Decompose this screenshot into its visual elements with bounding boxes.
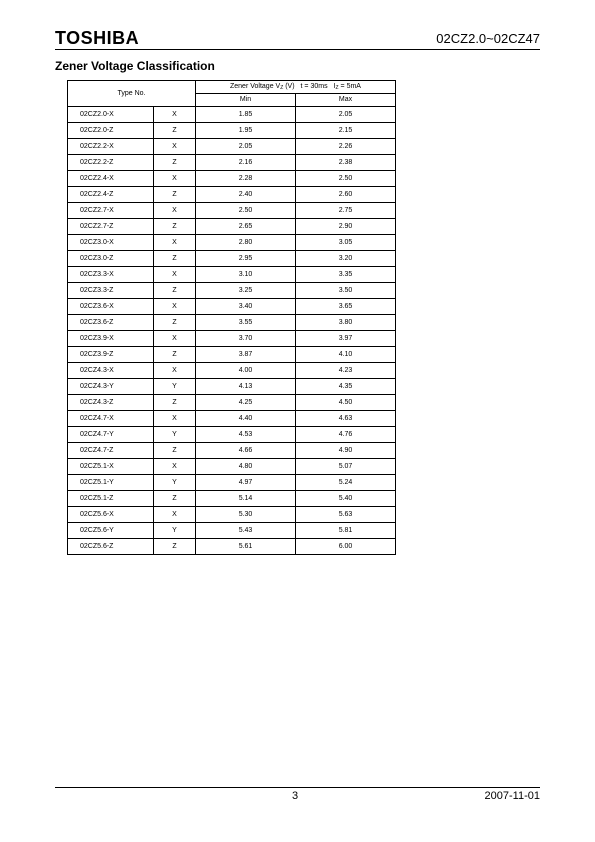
rank-cell: X [154, 107, 196, 123]
min-voltage-cell: 5.43 [196, 523, 296, 539]
rank-cell: X [154, 171, 196, 187]
max-voltage-cell: 3.35 [296, 267, 396, 283]
min-voltage-cell: 3.40 [196, 299, 296, 315]
rank-cell: Z [154, 251, 196, 267]
type-no-cell: 02CZ4.3-Z [68, 395, 154, 411]
min-voltage-cell: 2.40 [196, 187, 296, 203]
rank-cell: Z [154, 283, 196, 299]
max-voltage-cell: 3.20 [296, 251, 396, 267]
table-row [68, 203, 396, 219]
type-no-cell: 02CZ3.3-X [68, 267, 154, 283]
max-voltage-cell: 2.90 [296, 219, 396, 235]
type-no-cell: 02CZ4.7-Y [68, 427, 154, 443]
type-no-cell: 02CZ2.0-Z [68, 123, 154, 139]
max-voltage-cell: 3.80 [296, 315, 396, 331]
type-no-cell: 02CZ5.1-X [68, 459, 154, 475]
type-no-cell: 02CZ4.3-X [68, 363, 154, 379]
table-row [68, 299, 396, 315]
test-current-subscript: Z [335, 84, 339, 91]
max-voltage-cell: 2.60 [296, 187, 396, 203]
document-date: 2007-11-01 [484, 790, 540, 802]
part-number-range: 02CZ2.0~02CZ47 [436, 31, 540, 46]
type-no-cell: 02CZ5.6-Y [68, 523, 154, 539]
page-number: 3 [292, 790, 299, 802]
max-voltage-cell: 4.63 [296, 411, 396, 427]
table-row [68, 363, 396, 379]
table-row [68, 459, 396, 475]
min-voltage-cell: 1.95 [196, 123, 296, 139]
rank-cell: Y [154, 379, 196, 395]
rank-cell: X [154, 331, 196, 347]
type-no-cell: 02CZ2.2-Z [68, 155, 154, 171]
table-row [68, 539, 396, 555]
rank-cell: Z [154, 491, 196, 507]
table-row [68, 219, 396, 235]
table-row [68, 491, 396, 507]
test-current-value: = 5mA [338, 82, 361, 90]
type-no-cell: 02CZ3.3-Z [68, 283, 154, 299]
max-voltage-cell: 4.90 [296, 443, 396, 459]
max-voltage-cell: 5.40 [296, 491, 396, 507]
max-voltage-cell: 3.05 [296, 235, 396, 251]
zener-voltage-table [67, 80, 396, 555]
max-voltage-cell: 5.07 [296, 459, 396, 475]
rank-cell: X [154, 235, 196, 251]
min-voltage-cell: 4.13 [196, 379, 296, 395]
rank-cell: Z [154, 395, 196, 411]
table-row [68, 187, 396, 203]
rank-cell: X [154, 411, 196, 427]
max-voltage-cell: 2.05 [296, 107, 396, 123]
max-voltage-cell: 2.15 [296, 123, 396, 139]
min-voltage-cell: 2.50 [196, 203, 296, 219]
table-row [68, 267, 396, 283]
toshiba-logo: TOSHIBA [55, 28, 140, 48]
type-no-cell: 02CZ5.6-Z [68, 539, 154, 555]
max-voltage-cell: 2.26 [296, 139, 396, 155]
rank-cell: Z [154, 443, 196, 459]
table-row [68, 395, 396, 411]
min-voltage-cell: 4.80 [196, 459, 296, 475]
table-row [68, 283, 396, 299]
max-voltage-cell: 5.24 [296, 475, 396, 491]
min-voltage-cell: 3.55 [196, 315, 296, 331]
min-voltage-cell: 3.25 [196, 283, 296, 299]
type-no-header: Type No. [68, 81, 196, 107]
min-voltage-cell: 4.25 [196, 395, 296, 411]
max-voltage-cell: 2.38 [296, 155, 396, 171]
max-voltage-cell: 3.50 [296, 283, 396, 299]
min-voltage-cell: 4.66 [196, 443, 296, 459]
rank-cell: Z [154, 187, 196, 203]
rank-cell: Y [154, 427, 196, 443]
rank-cell: X [154, 139, 196, 155]
type-no-cell: 02CZ2.4-X [68, 171, 154, 187]
type-no-cell: 02CZ3.6-X [68, 299, 154, 315]
type-no-cell: 02CZ2.4-Z [68, 187, 154, 203]
type-no-cell: 02CZ5.1-Z [68, 491, 154, 507]
section-title: Zener Voltage Classification [55, 59, 215, 73]
max-voltage-cell: 6.00 [296, 539, 396, 555]
max-voltage-cell: 3.65 [296, 299, 396, 315]
rank-cell: Z [154, 347, 196, 363]
voltage-label: Zener Voltage V [230, 82, 281, 90]
rank-cell: X [154, 267, 196, 283]
min-voltage-cell: 2.16 [196, 155, 296, 171]
rank-cell: Y [154, 523, 196, 539]
max-voltage-cell: 4.23 [296, 363, 396, 379]
type-no-cell: 02CZ3.9-X [68, 331, 154, 347]
type-no-cell: 02CZ2.0-X [68, 107, 154, 123]
table-row [68, 379, 396, 395]
table-row [68, 427, 396, 443]
max-voltage-cell: 4.10 [296, 347, 396, 363]
zener-voltage-header [196, 81, 396, 94]
rank-cell: X [154, 507, 196, 523]
table-row [68, 171, 396, 187]
table-row [68, 251, 396, 267]
table-row [68, 235, 396, 251]
voltage-subscript: Z [280, 84, 284, 91]
min-voltage-cell: 3.70 [196, 331, 296, 347]
type-no-cell: 02CZ5.6-X [68, 507, 154, 523]
test-time-condition: t = 30ms [300, 82, 328, 90]
header-divider [55, 49, 540, 50]
max-voltage-cell: 4.35 [296, 379, 396, 395]
type-no-cell: 02CZ5.1-Y [68, 475, 154, 491]
min-voltage-cell: 2.65 [196, 219, 296, 235]
zener-table-body [68, 81, 396, 555]
rank-cell: Z [154, 155, 196, 171]
min-voltage-cell: 2.80 [196, 235, 296, 251]
rank-cell: Z [154, 123, 196, 139]
type-no-cell: 02CZ2.7-Z [68, 219, 154, 235]
max-header: Max [296, 94, 396, 107]
table-row [68, 331, 396, 347]
footer-divider [55, 787, 540, 788]
min-voltage-cell: 5.30 [196, 507, 296, 523]
table-row [68, 139, 396, 155]
table-header-row [68, 81, 396, 94]
type-no-cell: 02CZ3.0-X [68, 235, 154, 251]
type-no-cell: 02CZ3.0-Z [68, 251, 154, 267]
table-row [68, 123, 396, 139]
max-voltage-cell: 5.81 [296, 523, 396, 539]
type-no-cell: 02CZ3.9-Z [68, 347, 154, 363]
table-row [68, 523, 396, 539]
max-voltage-cell: 2.75 [296, 203, 396, 219]
rank-cell: Z [154, 539, 196, 555]
min-voltage-cell: 2.05 [196, 139, 296, 155]
min-voltage-cell: 4.00 [196, 363, 296, 379]
min-voltage-cell: 2.95 [196, 251, 296, 267]
type-no-cell: 02CZ4.3-Y [68, 379, 154, 395]
min-voltage-cell: 3.10 [196, 267, 296, 283]
table-row [68, 155, 396, 171]
table-row [68, 475, 396, 491]
rank-cell: X [154, 363, 196, 379]
voltage-unit: (V) [283, 82, 295, 90]
max-voltage-cell: 5.63 [296, 507, 396, 523]
table-row [68, 347, 396, 363]
rank-cell: X [154, 203, 196, 219]
min-voltage-cell: 2.28 [196, 171, 296, 187]
min-voltage-cell: 4.53 [196, 427, 296, 443]
type-no-cell: 02CZ2.2-X [68, 139, 154, 155]
min-voltage-cell: 4.97 [196, 475, 296, 491]
min-voltage-cell: 3.87 [196, 347, 296, 363]
min-voltage-cell: 5.14 [196, 491, 296, 507]
rank-cell: Y [154, 475, 196, 491]
max-voltage-cell: 2.50 [296, 171, 396, 187]
rank-cell: X [154, 299, 196, 315]
min-voltage-cell: 4.40 [196, 411, 296, 427]
min-header: Min [196, 94, 296, 107]
type-no-cell: 02CZ4.7-Z [68, 443, 154, 459]
min-voltage-cell: 5.61 [196, 539, 296, 555]
max-voltage-cell: 4.50 [296, 395, 396, 411]
table-row [68, 107, 396, 123]
test-current-symbol: I [333, 82, 336, 90]
rank-cell: Z [154, 315, 196, 331]
rank-cell: Z [154, 219, 196, 235]
table-row [68, 507, 396, 523]
rank-cell: X [154, 459, 196, 475]
table-row [68, 411, 396, 427]
min-voltage-cell: 1.85 [196, 107, 296, 123]
table-row [68, 315, 396, 331]
type-no-cell: 02CZ2.7-X [68, 203, 154, 219]
max-voltage-cell: 4.76 [296, 427, 396, 443]
type-no-cell: 02CZ4.7-X [68, 411, 154, 427]
max-voltage-cell: 3.97 [296, 331, 396, 347]
type-no-cell: 02CZ3.6-Z [68, 315, 154, 331]
table-row [68, 443, 396, 459]
